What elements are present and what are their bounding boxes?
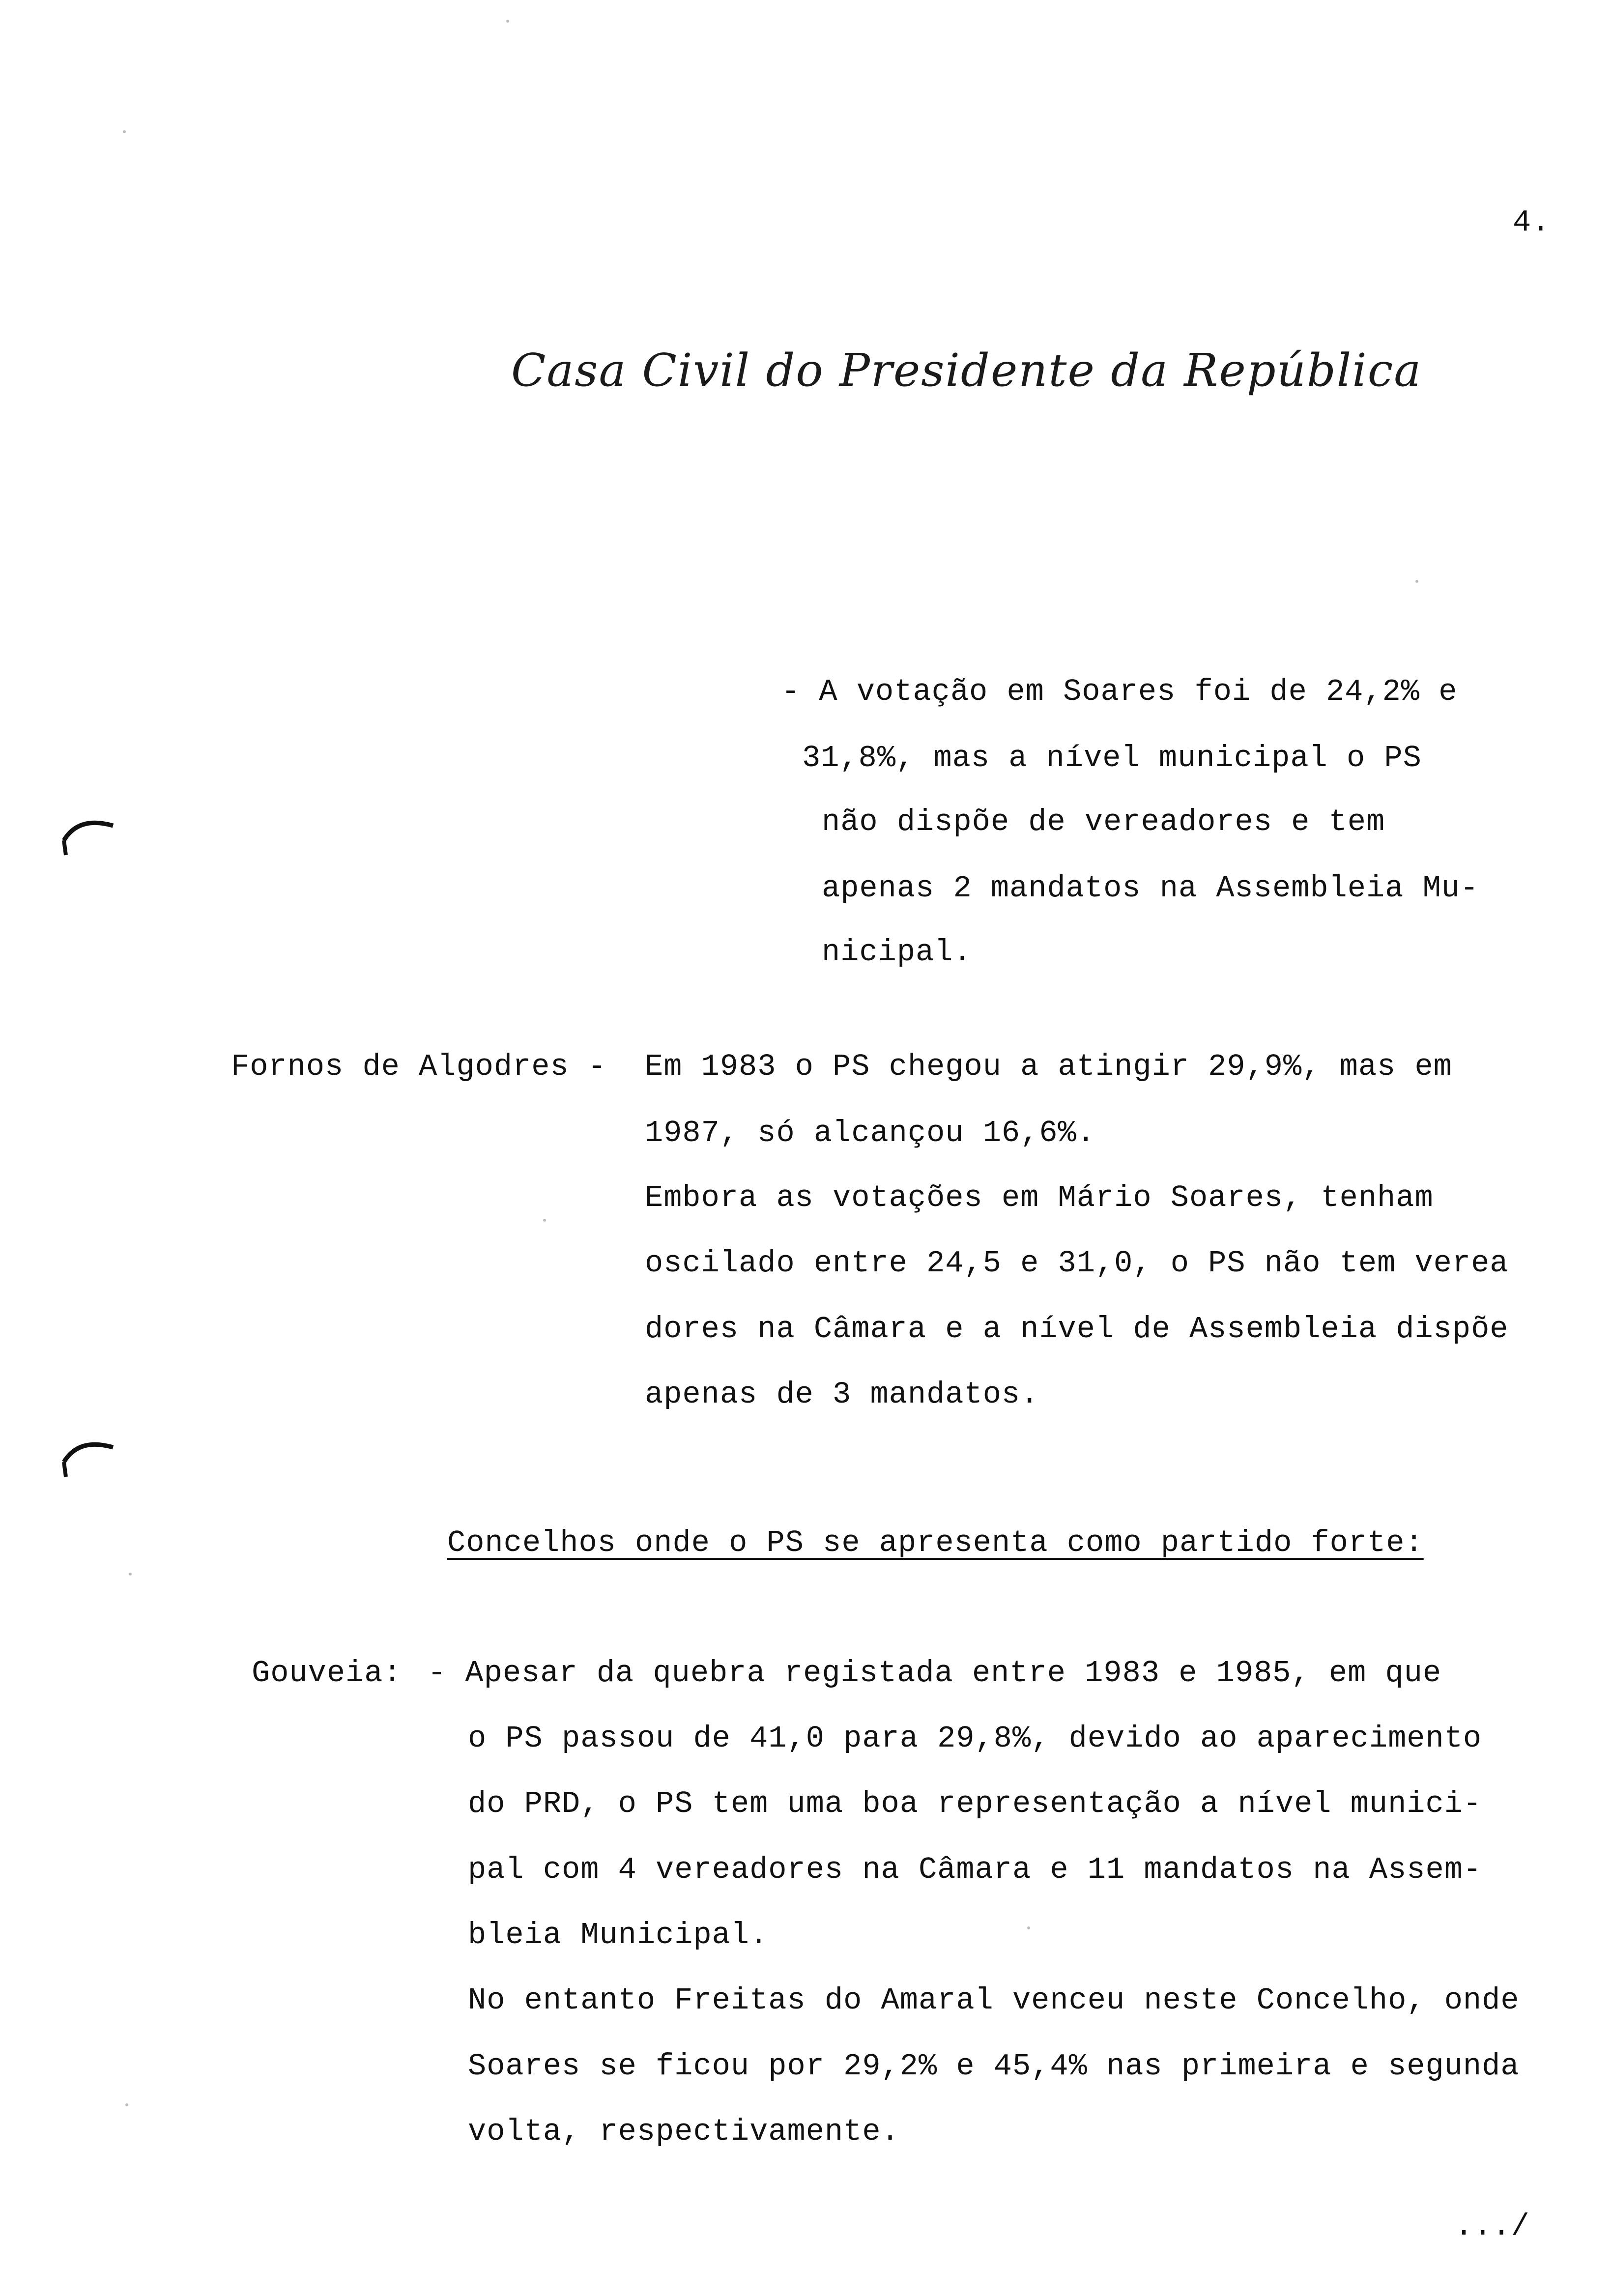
- text-line: nicipal.: [822, 935, 972, 970]
- scan-speck: [1415, 580, 1418, 583]
- text-line: dores na Câmara e a nível de Assembleia dispõe: [645, 1312, 1509, 1347]
- text-line: bleia Municipal.: [468, 1918, 769, 1952]
- text-line: 1987, só alcançou 16,6%.: [645, 1116, 1095, 1150]
- scan-speck: [123, 130, 126, 133]
- text-line: 31,8%, mas a nível municipal o PS: [802, 741, 1422, 775]
- scan-speck: [129, 1573, 132, 1576]
- text-line: não dispõe de vereadores e tem: [822, 804, 1385, 839]
- text-line: Soares se ficou por 29,2% e 45,4% nas primeira e segunda: [468, 2049, 1520, 2084]
- binder-hole-mark-bottom: [59, 1428, 138, 1496]
- scan-speck: [1027, 1926, 1030, 1929]
- text-line: oscilado entre 24,5 e 31,0, o PS não tem verea: [645, 1246, 1509, 1281]
- text-line: Em 1983 o PS chegou a atingir 29,9%, mas em: [645, 1049, 1452, 1084]
- letterhead: Casa Civil do Presidente da República: [511, 344, 1422, 397]
- text-line: apenas 2 mandatos na Assembleia Mu-: [822, 871, 1479, 906]
- scan-speck: [125, 2103, 128, 2106]
- scan-speck: [506, 20, 509, 23]
- section-label: Fornos de Algodres -: [231, 1049, 607, 1084]
- text-line: pal com 4 vereadores na Câmara e 11 mandatos na Assem-: [468, 1852, 1482, 1887]
- continuation-mark: .../: [1455, 2209, 1530, 2244]
- scan-speck: [543, 1219, 546, 1222]
- text-line: do PRD, o PS tem uma boa representação a nível munici-: [468, 1786, 1482, 1821]
- text-line: Embora as votações em Mário Soares, tenham: [645, 1180, 1434, 1215]
- page-number: 4.: [1513, 205, 1551, 240]
- text-line: - Apesar da quebra registada entre 1983 e 1985, em que: [428, 1656, 1442, 1691]
- text-line: apenas de 3 mandatos.: [645, 1377, 1039, 1412]
- text-line: volta, respectivamente.: [468, 2114, 900, 2149]
- text-line: - A votação em Soares foi de 24,2% e: [781, 674, 1458, 709]
- section-heading: Concelhos onde o PS se apresenta como partido forte:: [447, 1525, 1424, 1560]
- text-line: No entanto Freitas do Amaral venceu neste Concelho, onde: [468, 1983, 1520, 2018]
- binder-hole-mark-top: [59, 806, 138, 875]
- text-line: o PS passou de 41,0 para 29,8%, devido ao aparecimento: [468, 1721, 1482, 1756]
- section-label: Gouveia:: [252, 1656, 402, 1691]
